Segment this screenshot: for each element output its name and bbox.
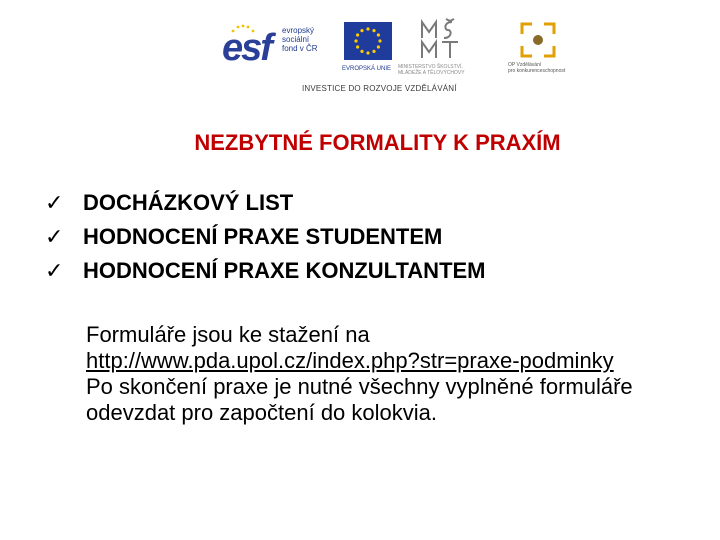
body-text xyxy=(86,322,646,426)
intro-text: Formuláře jsou ke stažení na xyxy=(86,322,370,347)
op-line: OP Vzdělávání xyxy=(508,62,542,68)
esf-line: fond v ČR xyxy=(282,44,318,53)
msmt-line: MINISTERSTVO ŠKOLSTVÍ, xyxy=(398,64,463,70)
msmt-caption xyxy=(398,64,465,76)
checklist-label: HODNOCENÍ PRAXE STUDENTEM xyxy=(83,224,443,249)
op-line: pro konkurenceschopnost xyxy=(508,68,566,74)
esf-line: evropský xyxy=(282,26,315,35)
page-title xyxy=(0,130,720,156)
investment-tagline: INVESTICE DO ROZVOJE VZDĚLÁVÁNÍ xyxy=(302,84,457,93)
checklist xyxy=(45,186,486,288)
esf-logo xyxy=(220,18,332,78)
check-icon: ✓ xyxy=(45,224,64,250)
forms-download-link[interactable]: http://www.pda.upol.cz/index.php?str=praxe-podminky xyxy=(86,348,614,373)
check-icon: ✓ xyxy=(45,190,64,216)
msmt-monogram-icon xyxy=(418,18,462,62)
checklist-label: DOCHÁZKOVÝ LIST xyxy=(83,190,294,215)
msmt-logo xyxy=(398,18,480,78)
logo-bar xyxy=(220,18,572,96)
op-caption xyxy=(508,62,565,74)
checklist-item xyxy=(45,186,486,220)
checklist-item xyxy=(45,220,486,254)
eu-logo xyxy=(342,18,394,78)
esf-text xyxy=(282,26,318,53)
eu-flag-icon xyxy=(344,22,392,60)
esf-wordmark: esf xyxy=(222,27,271,69)
op-emblem-icon xyxy=(518,20,558,60)
checklist-item xyxy=(45,254,486,288)
closing-text: Po skončení praxe je nutné všechny vyplněné formuláře odevzdat pro započtení do kolokvia. xyxy=(86,374,633,425)
checklist-label: HODNOCENÍ PRAXE KONZULTANTEM xyxy=(83,258,486,283)
esf-line: sociální xyxy=(282,35,310,44)
page-title-text: NEZBYTNÉ FORMALITY K PRAXÍM xyxy=(194,130,561,155)
op-logo xyxy=(506,18,572,78)
msmt-line: MLÁDEŽE A TĚLOVÝCHOVY xyxy=(398,70,465,76)
eu-caption: EVROPSKÁ UNIE xyxy=(342,66,392,72)
check-icon: ✓ xyxy=(45,258,64,284)
